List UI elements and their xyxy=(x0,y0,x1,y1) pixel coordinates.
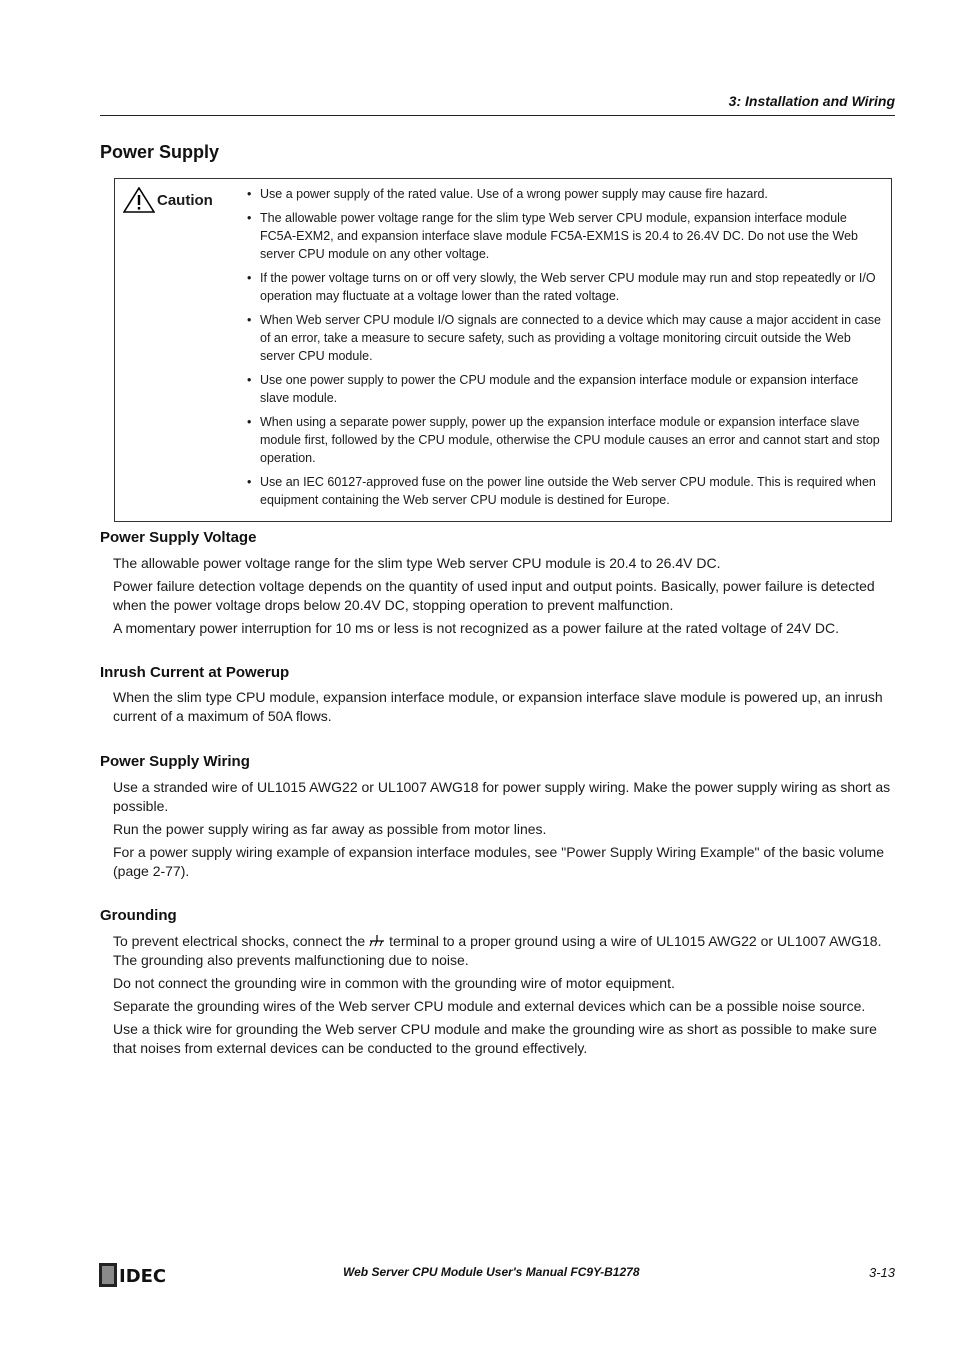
wiring-section xyxy=(113,778,895,885)
header-divider xyxy=(100,115,895,116)
caution-label xyxy=(123,187,213,213)
voltage-heading: Power Supply Voltage xyxy=(100,529,257,546)
paragraph: The allowable power voltage range for the slim type Web server CPU module is 20.4 to 26.4V DC. xyxy=(113,555,721,571)
caution-item: • Use an IEC 60127-approved fuse on the power line outside the Web server CPU module. This is required when equipment containing the Web server CPU module is destined for Europe. xyxy=(247,475,876,507)
caution-item: • The allowable power voltage range for the slim type Web server CPU module, expansion interface module FC5A-EXM2, and expansion interface slave module FC5A-EXM1S is 20.4 to 26.4V DC. Do not use the Web server CPU module on any other voltage. xyxy=(247,211,858,261)
caution-item: • When using a separate power supply, power up the expansion interface module or expansion interface slave module first, followed by the CPU module, otherwise the CPU module causes an error and cannot start and stop operation. xyxy=(247,415,880,465)
paragraph: Power failure detection voltage depends on the quantity of used input and output points. Basically, power failure is detected when the power voltage drops below 20.4V DC, stopping operation to prevent malfunction. xyxy=(113,578,875,613)
paragraph: Separate the grounding wires of the Web server CPU module and external devices which can be a possible noise source. xyxy=(113,998,866,1014)
inrush-section xyxy=(113,688,895,730)
paragraph: Do not connect the grounding wire in common with the grounding wire of motor equipment. xyxy=(113,975,675,991)
frame-ground-icon xyxy=(369,935,385,948)
paragraph: Use a thick wire for grounding the Web server CPU module and make the grounding wire as short as possible to make sure that noises from external devices can be conducted to the ground effectively. xyxy=(113,1021,877,1056)
paragraph: Use a stranded wire of UL1015 AWG22 or UL1007 AWG18 for power supply wiring. Make the power supply wiring as short as possible. xyxy=(113,779,891,814)
grounding-section xyxy=(113,932,895,1062)
chapter-header: 3: Installation and Wiring xyxy=(728,93,895,109)
logo-text: IDEC xyxy=(119,1266,167,1287)
paragraph: A momentary power interruption for 10 ms or less is not recognized as a power failure at the rated voltage of 24V DC. xyxy=(113,620,840,636)
caution-list xyxy=(247,185,883,515)
section-title: Power Supply xyxy=(100,142,220,162)
caution-item: • If the power voltage turns on or off very slowly, the Web server CPU module may run and stop repeatedly or I/O operation may fluctuate at a voltage lower than the rated voltage. xyxy=(247,271,876,303)
paragraph: When the slim type CPU module, expansion interface module, or expansion interface slave module is powered up, an inrush current of a maximum of 50A flows. xyxy=(113,689,883,724)
paragraph: To prevent electrical shocks, connect the terminal to a proper ground using a wire of UL1015 AWG22 or UL1007 AWG18. The grounding also prevents malfunctioning due to noise. xyxy=(113,933,882,968)
idec-logo xyxy=(99,1263,171,1287)
warning-triangle-icon xyxy=(123,187,155,213)
caution-item: • Use a power supply of the rated value. Use of a wrong power supply may cause fire hazard. xyxy=(247,187,768,201)
caution-item: • Use one power supply to power the CPU module and the expansion interface module or expansion interface slave module. xyxy=(247,373,859,405)
caution-item: • When Web server CPU module I/O signals are connected to a device which may cause a major accident in case of an error, take a measure to secure safety, such as providing a voltage monitoring circuit outside the Web server CPU module. xyxy=(247,313,881,363)
manual-title: Web Server CPU Module User's Manual FC9Y-B1278 xyxy=(343,1265,640,1279)
caution-text: Caution xyxy=(157,191,213,209)
wiring-heading: Power Supply Wiring xyxy=(100,753,250,770)
paragraph: For a power supply wiring example of expansion interface modules, see "Power Supply Wiring Example" of the basic volume (page 2-77). xyxy=(113,844,884,879)
grounding-heading: Grounding xyxy=(100,907,177,924)
paragraph: Run the power supply wiring as far away as possible from motor lines. xyxy=(113,821,547,837)
voltage-section xyxy=(113,554,895,642)
page-number: 3-13 xyxy=(868,1265,895,1280)
inrush-heading: Inrush Current at Powerup xyxy=(100,664,290,681)
caution-box xyxy=(114,178,892,522)
